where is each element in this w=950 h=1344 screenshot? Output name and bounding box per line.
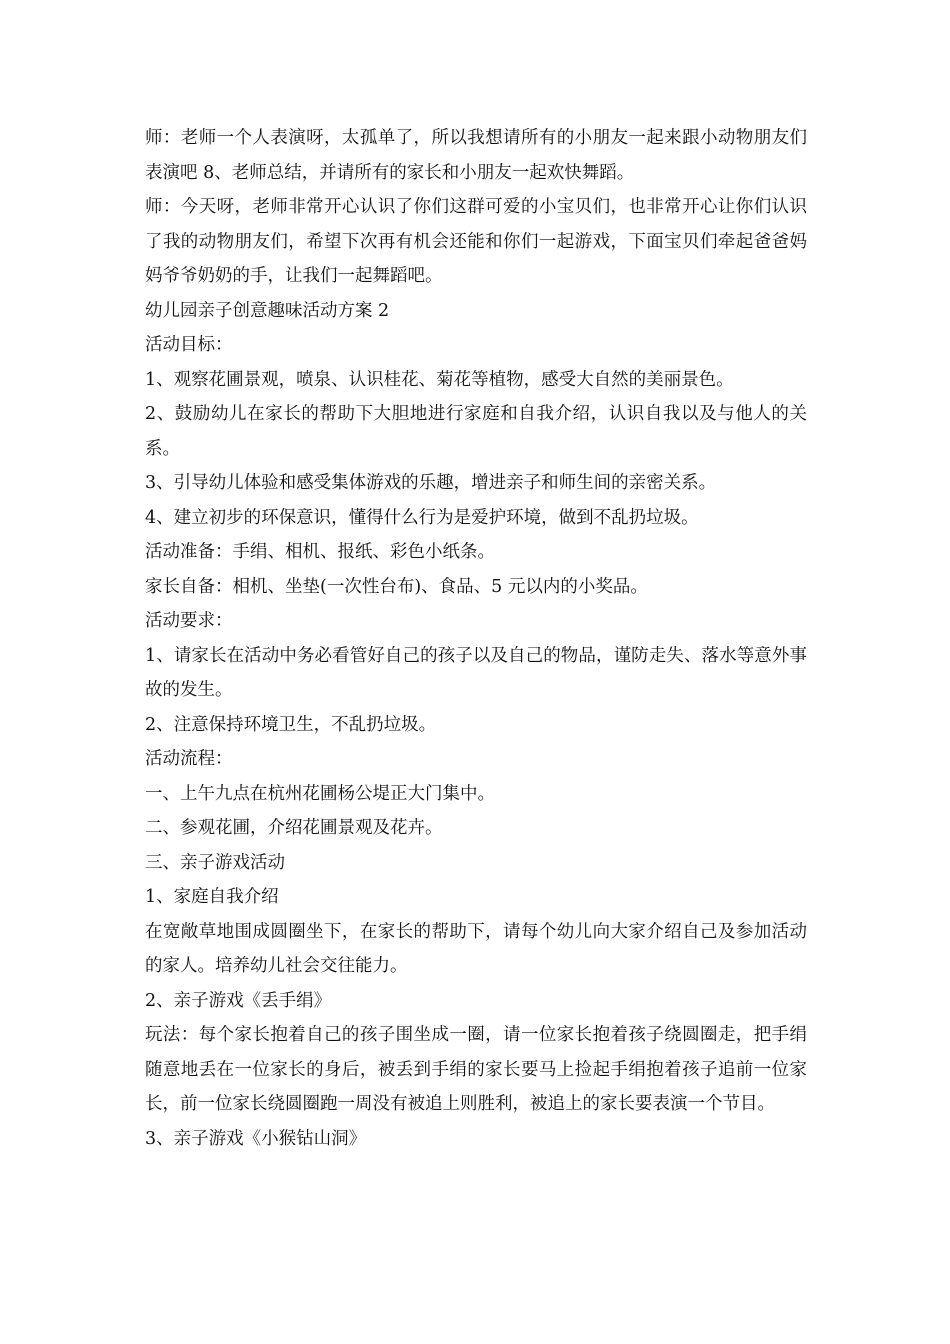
heading-activity-requirements: 活动要求： [145, 611, 233, 631]
goal-item-3: 3、引导幼儿体验和感受集体游戏的乐趣，增进亲子和师生间的亲密关系。 [145, 473, 717, 493]
goal-item-4: 4、建立初步的环保意识，懂得什么行为是爱护环境，做到不乱扔垃圾。 [145, 507, 699, 528]
document-body [145, 121, 807, 1156]
game-2-title: 2、亲子游戏《丢手绢》 [145, 990, 332, 1011]
game-2-rules: 玩法：每个家长抱着自己的孩子围坐成一圈，请一位家长抱着孩子绕圆圈走，把手绢随意地丢在一位家长的身后，被丢到手绢的家长要马上捡起手绢抱着孩子追前一位家长，前一位家长绕圆圈跑一周没有被追上则胜利，被追上的家长要表演一个节目。 [145, 1025, 807, 1114]
paragraph-teacher-performance: 师：老师一个人表演呀，太孤单了，所以我想请所有的小朋友一起来跟小动物朋友们表演吧 8、老师总结，并请所有的家长和小朋友一起欢快舞蹈。 [145, 128, 807, 183]
heading-activity-process: 活动流程： [145, 749, 233, 769]
requirement-item-1: 1、请家长在活动中务必看管好自己的孩子以及自己的物品，谨防走失、落水等意外事故的发生。 [145, 645, 807, 700]
parent-supplies: 家长自备：相机、坐垫(一次性台布)、食品、5 元以内的小奖品。 [145, 576, 648, 597]
goal-item-2: 2、鼓励幼儿在家长的帮助下大胆地进行家庭和自我介绍，认识自我以及与他人的关系。 [145, 404, 807, 459]
game-1-description: 在宽敞草地围成圆圈坐下，在家长的帮助下，请每个幼儿向大家介绍自己及参加活动的家人。培养幼儿社会交往能力。 [145, 921, 807, 976]
heading-activity-goals: 活动目标： [145, 335, 233, 355]
paragraph-teacher-closing: 师：今天呀，老师非常开心认识了你们这群可爱的小宝贝们，也非常开心让你们认识了我的动物朋友们，希望下次再有机会还能和你们一起游戏，下面宝贝们牵起爸爸妈妈爷爷奶奶的手，让我们一起舞蹈吧。 [145, 197, 807, 286]
process-step-1: 一、上午九点在杭州花圃杨公堤正大门集中。 [145, 783, 495, 804]
process-step-3: 三、亲子游戏活动 [145, 852, 285, 873]
game-1-title: 1、家庭自我介绍 [145, 887, 279, 907]
process-step-2: 二、参观花圃，介绍花圃景观及花卉。 [145, 818, 443, 838]
game-3-title: 3、亲子游戏《小猴钻山洞》 [145, 1128, 367, 1149]
activity-preparation: 活动准备：手绢、相机、报纸、彩色小纸条。 [145, 542, 495, 562]
section-title: 幼儿园亲子创意趣味活动方案 2 [145, 300, 390, 321]
goal-item-1: 1、观察花圃景观，喷泉、认识桂花、菊花等植物，感受大自然的美丽景色。 [145, 369, 734, 390]
requirement-item-2: 2、注意保持环境卫生，不乱扔垃圾。 [145, 714, 437, 735]
